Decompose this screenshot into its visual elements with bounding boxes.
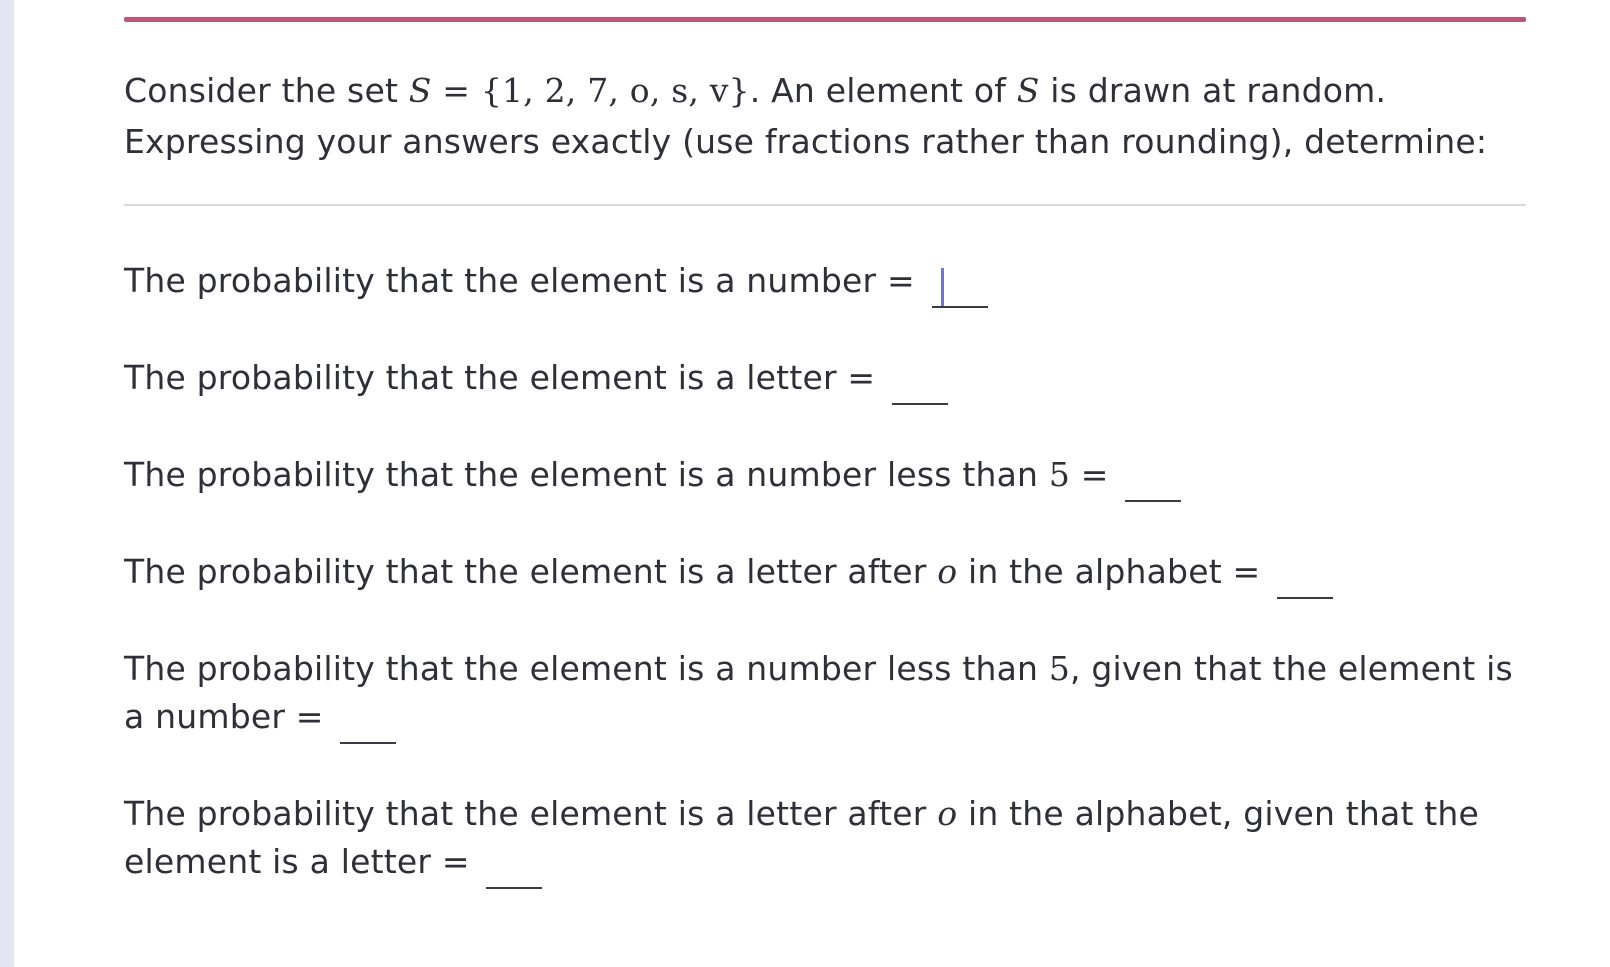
math-value: 5 bbox=[1048, 455, 1071, 494]
answer-blank-conditional-number[interactable] bbox=[340, 706, 396, 744]
divider bbox=[124, 204, 1526, 206]
question-text-before: The probability that the element is a number less than bbox=[124, 455, 1049, 494]
math-value: o bbox=[937, 794, 958, 833]
intro-middle: . An element of bbox=[749, 71, 1017, 110]
question-list bbox=[124, 257, 1526, 889]
question-letter-after-o bbox=[124, 548, 1526, 599]
question-number-less-than-5 bbox=[124, 451, 1526, 502]
answer-blank-letter[interactable] bbox=[892, 367, 948, 405]
problem-statement bbox=[124, 65, 1526, 167]
answer-blank-conditional-letter[interactable] bbox=[486, 851, 542, 889]
equals-sign: = bbox=[431, 71, 481, 110]
question-text-before: The probability that the element is a letter after bbox=[124, 794, 938, 833]
text-caret bbox=[941, 268, 944, 306]
set-symbol-2: S bbox=[1016, 71, 1040, 110]
question-number bbox=[124, 257, 1526, 308]
question-text-after: in the alphabet, given that the element is a letter = bbox=[124, 794, 1480, 881]
intro-instructions: Expressing your answers exactly (use fractions rather than rounding), determine: bbox=[124, 122, 1488, 161]
question-text-before: The probability that the element is a letter after bbox=[124, 552, 938, 591]
set-symbol: S bbox=[408, 71, 432, 110]
math-value: o bbox=[937, 552, 958, 591]
question-conditional-number bbox=[124, 645, 1526, 744]
question-text: The probability that the element is a number = bbox=[124, 261, 915, 300]
question-conditional-letter bbox=[124, 790, 1526, 889]
question-text: The probability that the element is a letter = bbox=[124, 358, 876, 397]
answer-blank-number[interactable] bbox=[932, 270, 988, 308]
top-accent-bar bbox=[124, 17, 1526, 22]
question-card bbox=[124, 17, 1526, 889]
answer-blank-after-o[interactable] bbox=[1277, 561, 1333, 599]
question-text-after: = bbox=[1070, 455, 1109, 494]
question-text-after: , given that the element is a number = bbox=[124, 649, 1513, 736]
left-rail bbox=[0, 0, 14, 967]
intro-lead: Consider the set bbox=[124, 71, 409, 110]
set-elements: {1, 2, 7, o, s, v} bbox=[480, 71, 750, 110]
math-value: 5 bbox=[1048, 649, 1071, 688]
question-text-after: in the alphabet = bbox=[957, 552, 1261, 591]
answer-blank-less-than-5[interactable] bbox=[1125, 464, 1181, 502]
question-text-before: The probability that the element is a number less than bbox=[124, 649, 1049, 688]
intro-tail: is drawn at random. bbox=[1039, 71, 1387, 110]
question-letter bbox=[124, 354, 1526, 405]
